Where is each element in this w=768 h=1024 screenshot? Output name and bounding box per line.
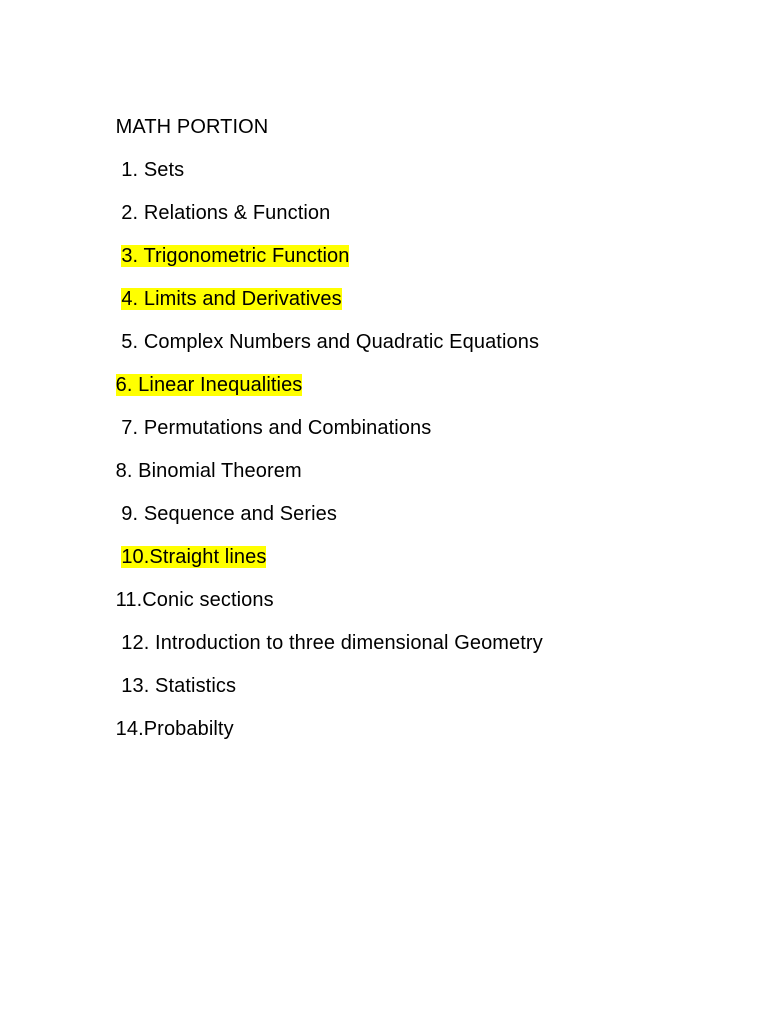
highlight-mark: 6. Linear Inequalities: [115, 374, 303, 396]
list-item: [93, 604, 543, 654]
highlight-mark: 10.Straight lines: [121, 546, 267, 568]
list-item-text: 14.Probabilty: [115, 718, 234, 740]
list-item: [93, 174, 331, 224]
list-item: [93, 131, 185, 181]
list-item: [93, 561, 274, 611]
list-item: [93, 389, 432, 439]
list-item: [93, 217, 350, 267]
list-item: [93, 518, 267, 568]
list-item: [93, 475, 337, 525]
list-item-text: 2. Relations & Function: [115, 202, 331, 224]
list-item: [93, 432, 302, 482]
list-item: [93, 260, 342, 310]
list-item-text: 7. Permutations and Combinations: [115, 417, 432, 439]
list-item: [93, 303, 540, 353]
list-item-text: 1. Sets: [115, 159, 185, 181]
list-item-text: 13. Statistics: [115, 675, 237, 697]
highlight-mark: 3. Trigonometric Function: [121, 245, 350, 267]
list-item-text: 12. Introduction to three dimensional Geometry: [115, 632, 543, 654]
list-item: [93, 690, 234, 740]
highlight-mark: 4. Limits and Derivatives: [121, 288, 342, 310]
list-item: [93, 647, 237, 697]
list-item: [93, 346, 303, 396]
list-item-text: 11.Conic sections: [115, 589, 274, 611]
list-item-text: 5. Complex Numbers and Quadratic Equations: [115, 331, 540, 353]
document-heading: [93, 88, 269, 138]
list-item-text: 9. Sequence and Series: [115, 503, 337, 525]
list-item-text: 8. Binomial Theorem: [115, 460, 302, 482]
heading-text: MATH PORTION: [115, 116, 269, 138]
